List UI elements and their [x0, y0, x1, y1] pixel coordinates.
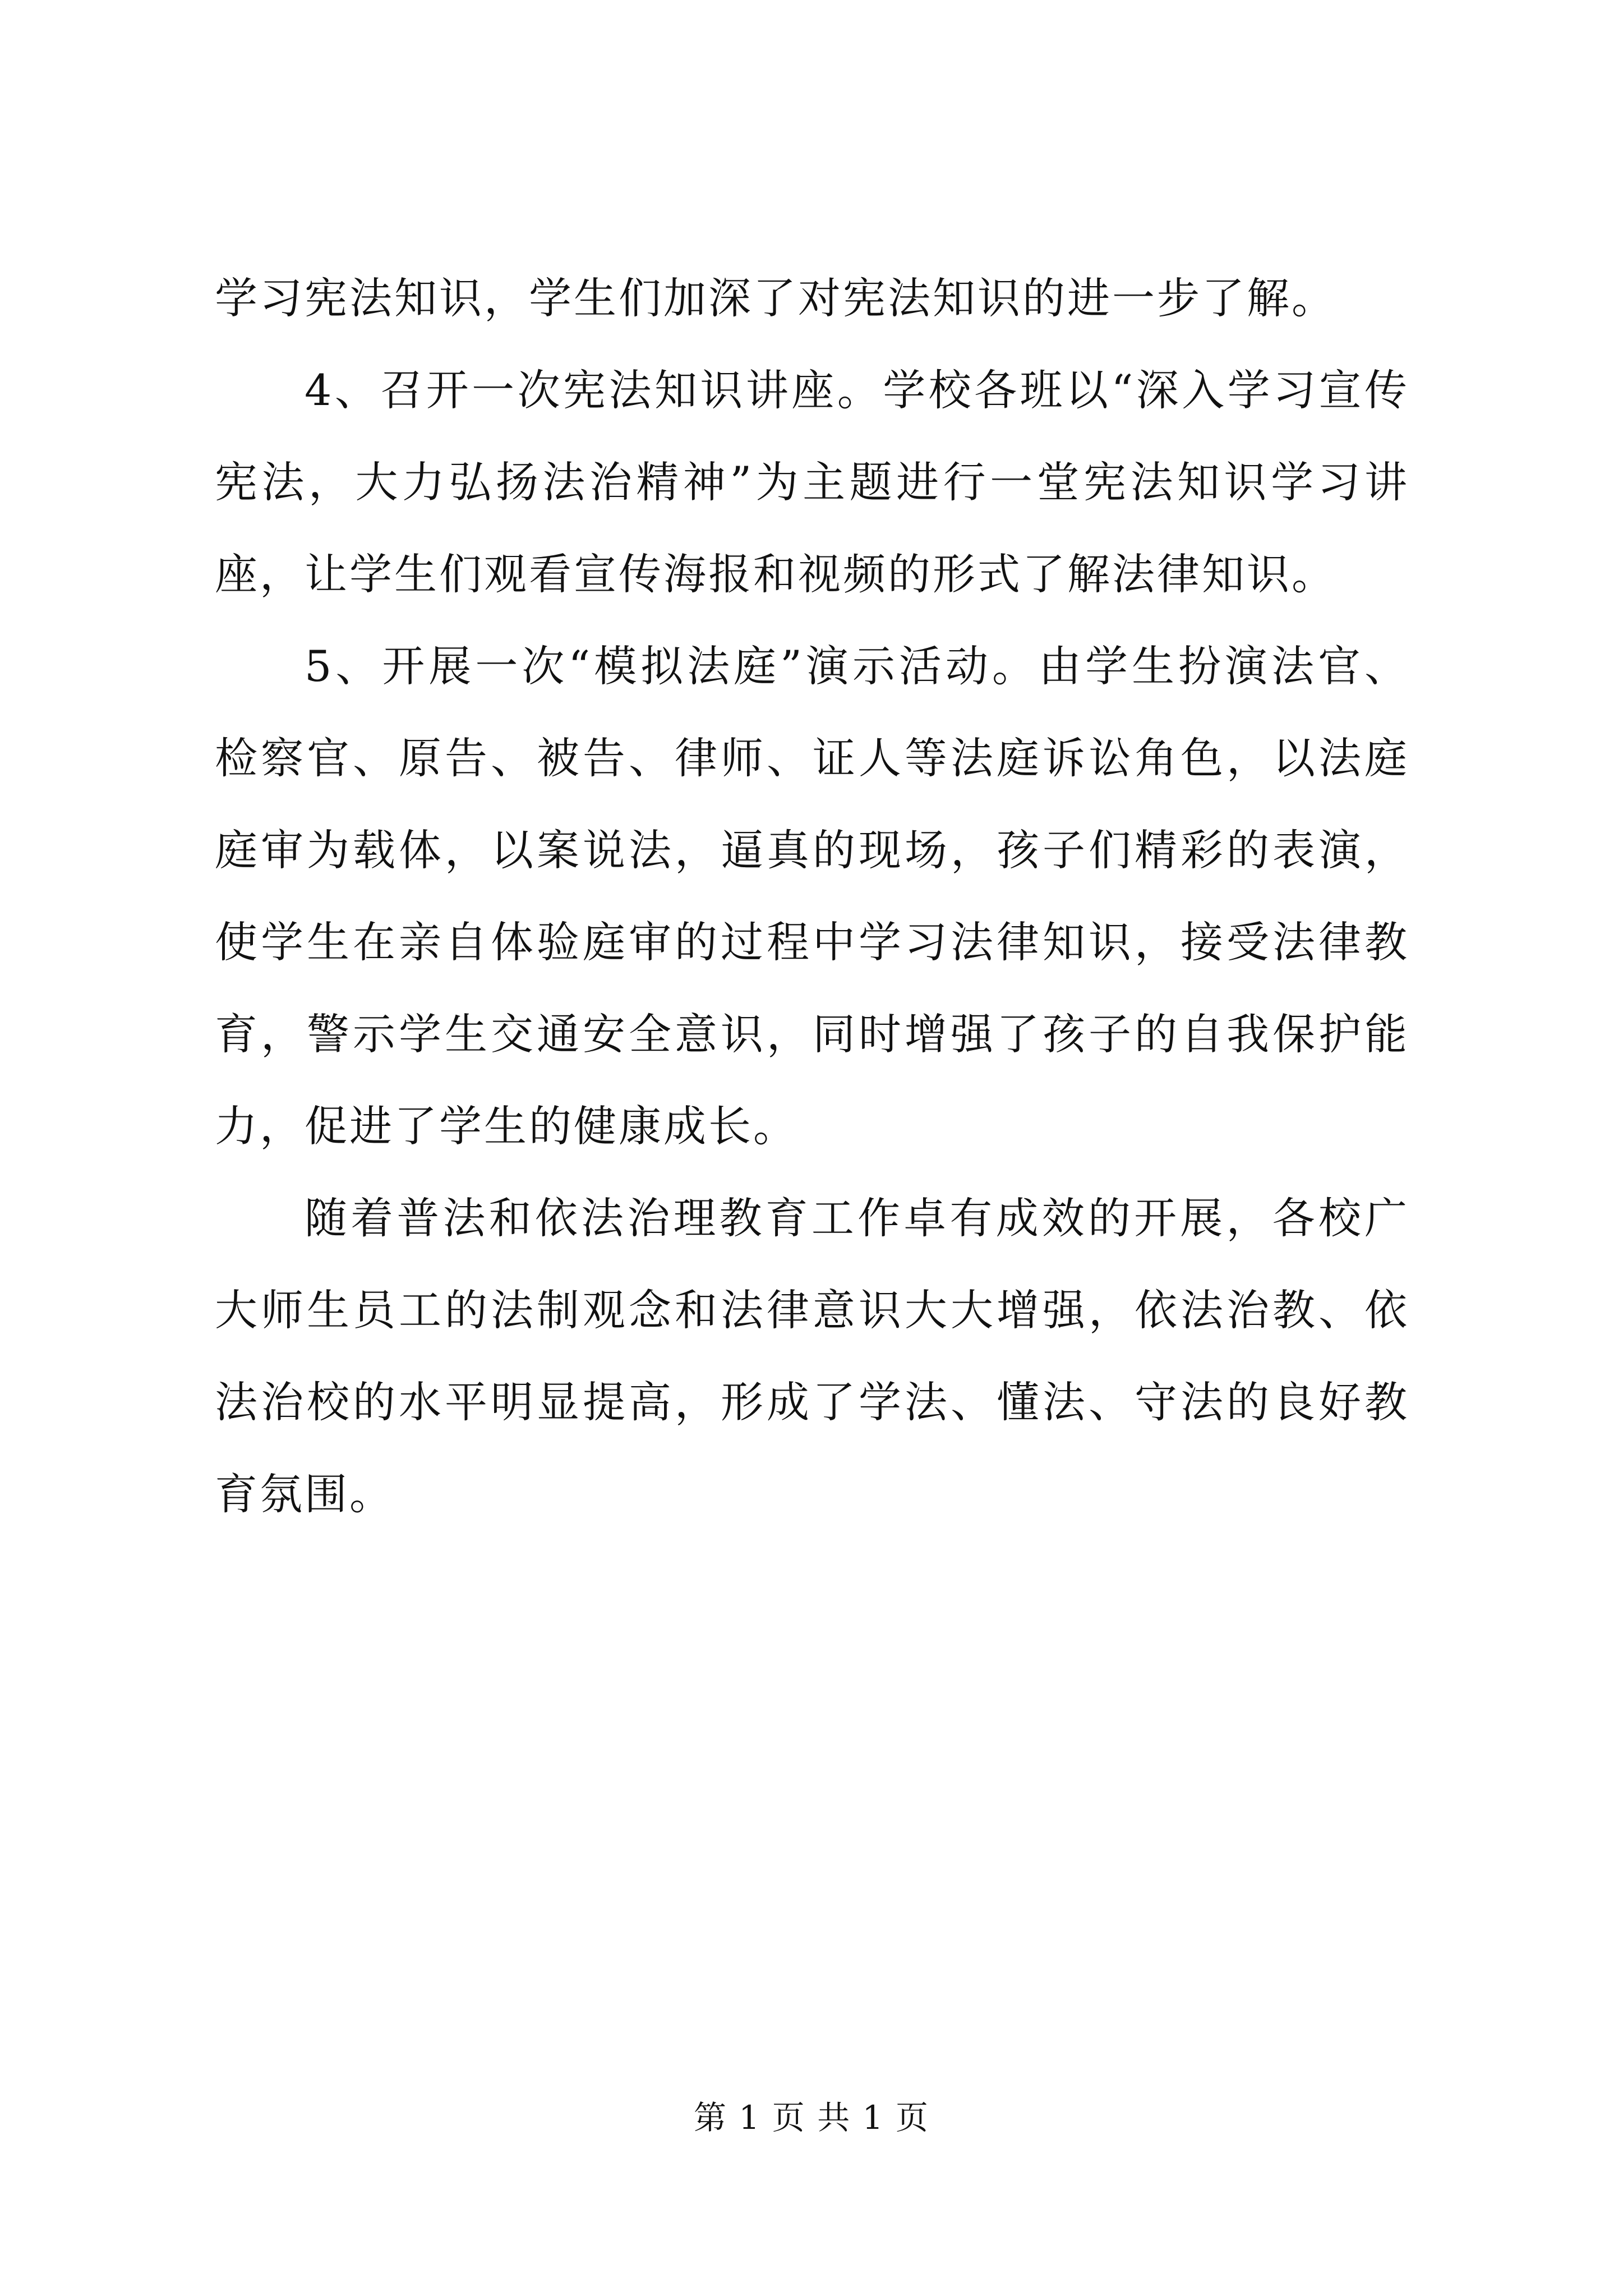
- paragraph-1: 学习宪法知识，学生们加深了对宪法知识的进一步了解。: [215, 273, 1336, 323]
- document-body: [215, 252, 1409, 1540]
- page-footer: 第 1 页 共 1 页: [694, 2099, 929, 2137]
- paragraph-2: 4、召开一次宪法知识讲座。学校各班以“深入学习宣传宪法，大力弘扬法治精神”为主题进行一堂宪法知识学习讲座，让学生们观看宣传海报和视频的形式了解法律知识。: [215, 365, 1409, 599]
- paragraph-4: 随着普法和依法治理教育工作卓有成效的开展，各校广大师生员工的法制观念和法律意识大大增强，依法治教、依法治校的水平明显提高，形成了学法、懂法、守法的良好教育氛围。: [215, 1193, 1409, 1519]
- paragraph-3: 5、开展一次“模拟法庭”演示活动。由学生扮演法官、检察官、原告、被告、律师、证人等法庭诉讼角色，以法庭庭审为载体，以案说法，逼真的现场，孩子们精彩的表演，使学生在亲自体验庭审的过程中学习法律知识，接受法律教育，警示学生交通安全意识，同时增强了孩子的自我保护能力，促进了学生的健康成长。: [215, 641, 1409, 1151]
